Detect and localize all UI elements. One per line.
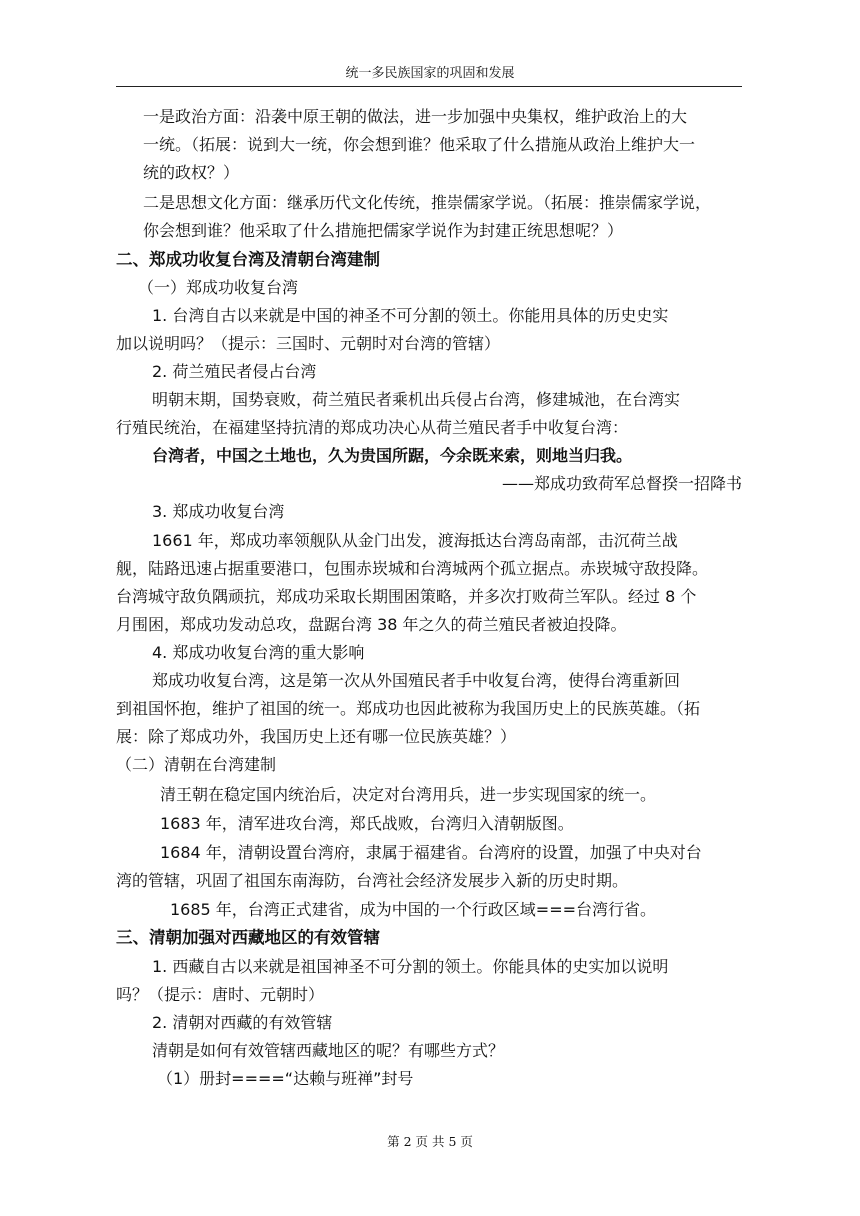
paragraph-line: 1684 年，清朝设置台湾府，隶属于福建省。台湾府的设置，加强了中央对台 xyxy=(160,843,702,862)
paragraph-line: 到祖国怀抱，维护了祖国的统一。郑成功也因此被称为我国历史上的民族英雄。（拓 xyxy=(116,699,701,718)
paragraph-line: 郑成功收复台湾，这是第一次从外国殖民者手中收复台湾，使得台湾重新回 xyxy=(152,671,681,690)
subsection-heading: （一）郑成功收复台湾 xyxy=(138,278,299,297)
page-number-footer: 第 2 页 共 5 页 xyxy=(387,1134,473,1149)
paragraph-line: （1）册封====“达赖与班禅”封号 xyxy=(157,1069,414,1088)
paragraph-line: 展：除了郑成功外，我国历史上还有哪一位民族英雄？） xyxy=(116,727,517,746)
paragraph-line: 3. 郑成功收复台湾 xyxy=(152,502,285,521)
paragraph-line: 1. 西藏自古以来就是祖国神圣不可分割的领土。你能具体的史实加以说明 xyxy=(152,957,669,976)
quotation: 台湾者，中国之土地也，久为贵国所踞，今余既来索，则地当归我。 xyxy=(152,446,633,465)
paragraph-line: 吗？（提示：唐时、元朝时） xyxy=(116,985,325,1004)
paragraph-line: 1685 年，台湾正式建省，成为中国的一个行政区域===台湾行省。 xyxy=(170,900,657,919)
paragraph-line: 你会想到谁？他采取了什么措施把儒家学说作为封建正统思想呢？） xyxy=(143,221,624,240)
paragraph-line: 舰，陆路迅速占据重要港口，包围赤崁城和台湾城两个孤立据点。赤崁城守敌投降。 xyxy=(116,559,709,578)
paragraph-line: 台湾城守敌负隅顽抗，郑成功采取长期围困策略，并多次打败荷兰军队。经过 8 个 xyxy=(116,587,697,606)
paragraph-line: 1661 年，郑成功率领舰队从金门出发，渡海抵达台湾岛南部，击沉荷兰战 xyxy=(152,531,678,550)
section-heading-2: 二、郑成功收复台湾及清朝台湾建制 xyxy=(116,250,380,269)
subsection-heading: （二）清朝在台湾建制 xyxy=(116,755,277,774)
section-heading-3: 三、清朝加强对西藏地区的有效管辖 xyxy=(116,928,380,947)
paragraph-line: 湾的管辖，巩固了祖国东南海防，台湾社会经济发展步入新的历史时期。 xyxy=(116,871,629,890)
paragraph-line: 一统。（拓展：说到大一统，你会想到谁？他采取了什么措施从政治上维护大一 xyxy=(143,135,696,154)
page-header-title: 统一多民族国家的巩固和发展 xyxy=(345,66,515,81)
paragraph-line: 统的政权？） xyxy=(143,163,240,182)
paragraph-line: 一是政治方面：沿袭中原王朝的做法，进一步加强中央集权，维护政治上的大 xyxy=(143,107,688,126)
paragraph-line: 清王朝在稳定国内统治后，决定对台湾用兵，进一步实现国家的统一。 xyxy=(160,785,657,804)
paragraph-line: 明朝末期，国势衰败，荷兰殖民者乘机出兵侵占台湾，修建城池，在台湾实 xyxy=(152,390,681,409)
paragraph-line: 1683 年，清军进攻台湾，郑氏战败，台湾归入清朝版图。 xyxy=(160,814,574,833)
paragraph-line: 4. 郑成功收复台湾的重大影响 xyxy=(152,643,365,662)
paragraph-line: 月围困，郑成功发动总攻，盘踞台湾 38 年之久的荷兰殖民者被迫投降。 xyxy=(116,615,627,634)
paragraph-line: 2. 荷兰殖民者侵占台湾 xyxy=(152,362,317,381)
paragraph-line: 2. 清朝对西藏的有效管辖 xyxy=(152,1013,333,1032)
paragraph-line: 清朝是如何有效管辖西藏地区的呢？有哪些方式？ xyxy=(152,1041,505,1060)
quotation-source: ——郑成功致荷军总督揆一招降书 xyxy=(501,474,742,493)
paragraph-line: 加以说明吗？（提示：三国时、元朝时对台湾的管辖） xyxy=(116,334,501,353)
header-divider xyxy=(116,86,742,87)
paragraph-line: 二是思想文化方面：继承历代文化传统，推崇儒家学说。（拓展：推崇儒家学说， xyxy=(143,193,712,212)
paragraph-line: 1. 台湾自古以来就是中国的神圣不可分割的领土。你能用具体的历史史实 xyxy=(152,306,669,325)
paragraph-line: 行殖民统治，在福建坚持抗清的郑成功决心从荷兰殖民者手中收复台湾： xyxy=(116,418,629,437)
